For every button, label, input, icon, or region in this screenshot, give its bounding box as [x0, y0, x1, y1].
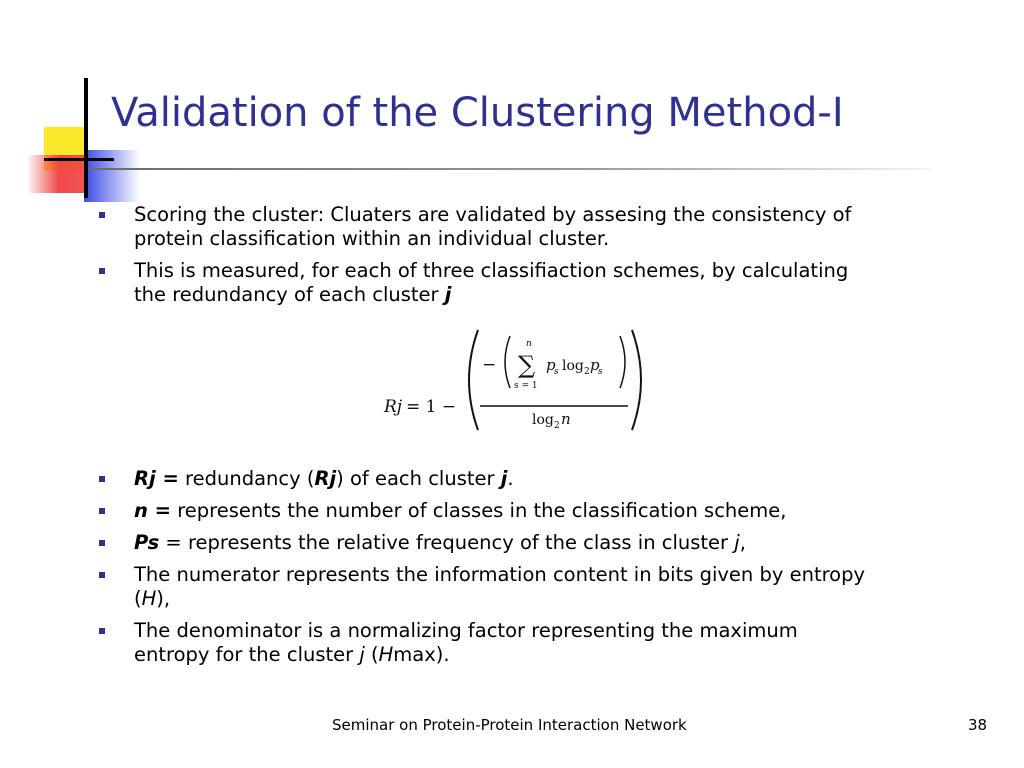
list-item [96, 259, 866, 307]
outer-left-paren [469, 330, 478, 430]
bullet-icon [99, 212, 105, 218]
def-var: j [500, 467, 508, 490]
sum-upper-limit: n [526, 339, 532, 349]
list-item [96, 531, 866, 555]
bullet-icon [99, 572, 105, 578]
term-p-subscript: s [554, 367, 559, 377]
formula-equals-one: = 1 − [406, 397, 457, 417]
def-term: n = [134, 499, 172, 522]
def-text: = represents the relative frequency of the class in cluster [159, 531, 735, 554]
def-text: represents the number of classes in the classification scheme, [171, 499, 787, 522]
term-p2-subscript: s [598, 367, 603, 377]
page-number: 38 [968, 716, 988, 734]
def-var: j [359, 643, 365, 666]
outer-right-paren [632, 330, 641, 430]
numerator-minus: − [482, 355, 497, 375]
def-var: Rj [314, 467, 337, 490]
def-var: H [141, 587, 157, 610]
slide-title: Validation of the Clustering Method-I [111, 90, 844, 136]
sigma-symbol: ∑ [518, 351, 536, 379]
redundancy-formula [382, 326, 642, 434]
cluster-variable: j [444, 283, 452, 306]
def-text: redundancy ( [178, 467, 315, 490]
bullet-icon [99, 268, 105, 274]
bullet-icon [99, 540, 105, 546]
def-text: The denominator is a normalizing factor representing the maximum entropy for the cluster [134, 619, 798, 666]
def-var: j [734, 531, 740, 554]
term-p2: p [590, 356, 600, 374]
def-end: . [507, 467, 514, 490]
formula-lhs: Rj [384, 397, 403, 417]
def-end: , [739, 531, 746, 554]
slide-footer: Seminar on Protein-Protein Interaction Network [332, 716, 687, 734]
denominator-log: log [532, 412, 554, 428]
bullet-icon [99, 508, 105, 514]
denominator-n: n [561, 410, 571, 428]
intro-bullet-list [96, 203, 866, 315]
bullet-icon [99, 628, 105, 634]
title-divider [88, 168, 930, 170]
denominator-log-base: 2 [554, 421, 560, 431]
def-end: ), [156, 587, 171, 610]
log-text: log [562, 358, 584, 374]
def-text: ( [364, 643, 379, 666]
bullet-icon [99, 476, 105, 482]
def-term: Rj = [134, 467, 179, 490]
def-text: The numerator represents the information content in bits given by entropy ( [134, 563, 866, 610]
def-var: H [378, 643, 394, 666]
decor-horizontal-line [44, 158, 114, 161]
def-text: ) of each cluster [336, 467, 501, 490]
definitions-bullet-list [96, 467, 866, 675]
list-item [96, 499, 866, 523]
inner-left-paren [505, 336, 510, 388]
list-item [96, 619, 866, 667]
def-end: max). [393, 643, 450, 666]
inner-right-paren [620, 336, 625, 388]
bullet-text: This is measured, for each of three classifiaction schemes, by calculating the redundancy of each cluster [134, 259, 849, 306]
def-term: Ps [134, 531, 160, 554]
sum-lower-limit: s = 1 [514, 381, 538, 391]
term-p: p [546, 356, 556, 374]
list-item [96, 563, 866, 611]
bullet-text: Scoring the cluster: Cluaters are validated by assesing the consistency of protein classification within an individual cluster. [134, 203, 852, 250]
list-item [96, 467, 866, 491]
list-item [96, 203, 866, 251]
log-base: 2 [584, 367, 590, 377]
decor-vertical-line [84, 78, 88, 198]
